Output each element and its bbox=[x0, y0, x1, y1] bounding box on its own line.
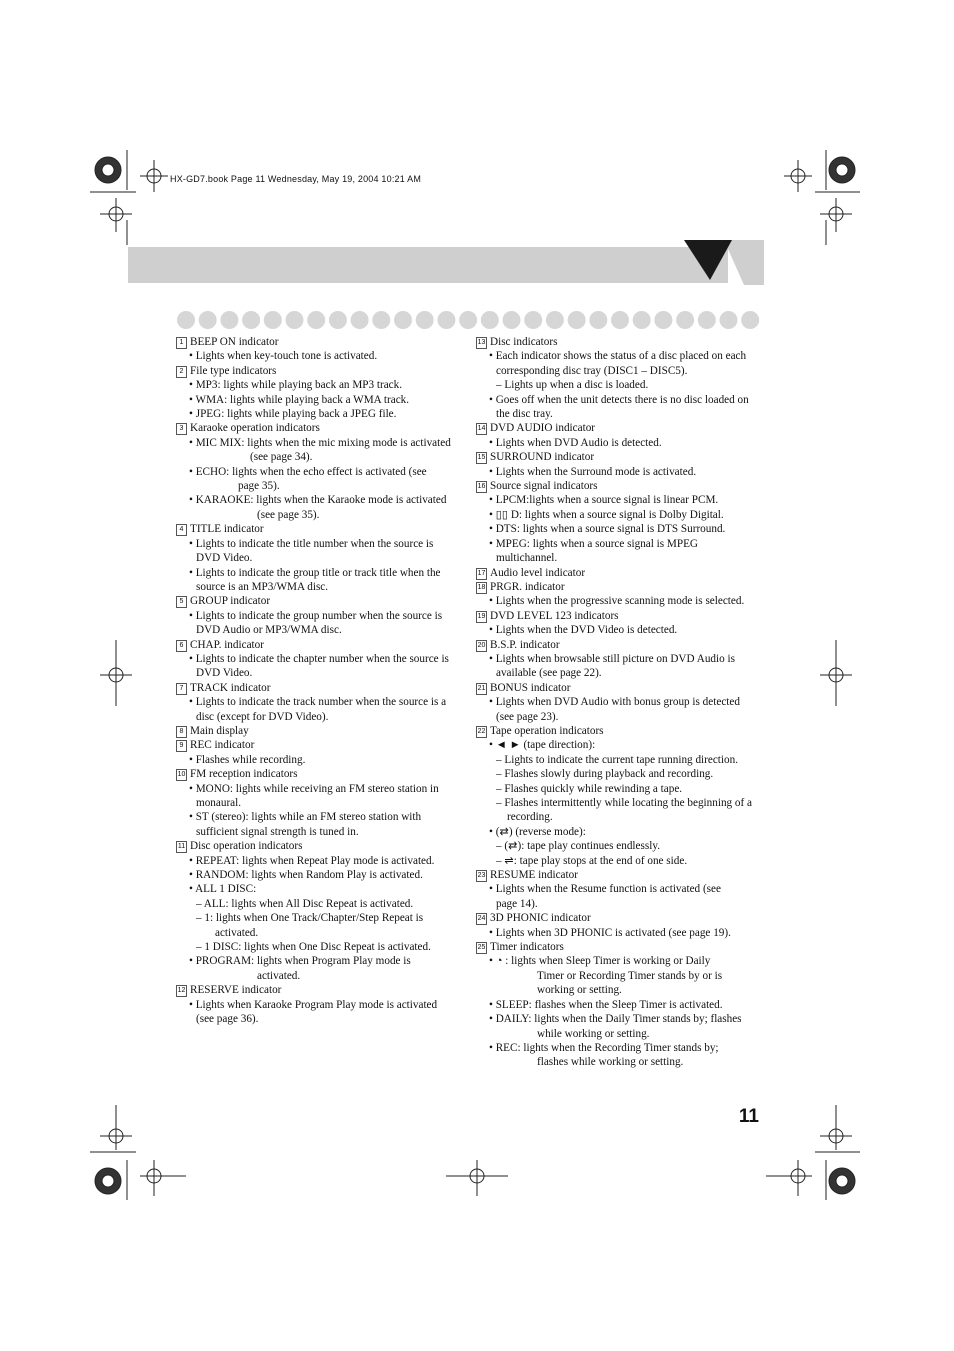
continuation-line: Timer or Recording Timer stands by or is bbox=[537, 969, 723, 982]
entry-title: Karaoke operation indicators bbox=[190, 422, 320, 435]
entry-title: RESERVE indicator bbox=[190, 984, 282, 997]
entry-number-box: 16 bbox=[476, 481, 487, 493]
entry-title: DVD AUDIO indicator bbox=[490, 422, 596, 435]
bullet-item: • Each indicator shows the status of a disc placed on each bbox=[489, 350, 747, 363]
indicator-entry-2 bbox=[176, 364, 466, 378]
indicator-entry-1 bbox=[176, 335, 466, 349]
indicator-entry-11 bbox=[176, 839, 466, 853]
continuation-line: monaural. bbox=[196, 797, 242, 809]
indicator-entry-21 bbox=[476, 681, 766, 695]
indicator-entry-13 bbox=[476, 335, 766, 349]
entry-title: Disc operation indicators bbox=[190, 840, 303, 853]
file-info-header: HX-GD7.book Page 11 Wednesday, May 19, 2004 10:21 AM bbox=[170, 174, 422, 184]
indicator-entry-3 bbox=[176, 421, 466, 435]
continuation-line: the disc tray. bbox=[496, 408, 553, 421]
entry-number-box: 25 bbox=[476, 942, 487, 954]
entry-number-box: 13 bbox=[476, 337, 487, 349]
entry-title: TRACK indicator bbox=[190, 681, 271, 694]
continuation-line: disc (except for DVD Video). bbox=[196, 710, 329, 723]
entry-number-box: 12 bbox=[176, 985, 187, 997]
entry-number-box: 11 bbox=[176, 841, 187, 853]
entry-number-box: 24 bbox=[476, 913, 487, 925]
bullet-item: • Flashes while recording. bbox=[189, 753, 306, 766]
continuation-line: sufficient signal strength is tuned in. bbox=[196, 825, 359, 838]
dash-item: – ⇌: tape play stops at the end of one side. bbox=[496, 854, 688, 867]
entry-number-box: 2 bbox=[176, 366, 187, 378]
indicator-entry-15 bbox=[476, 450, 766, 464]
entry-title: DVD LEVEL 123 indicators bbox=[490, 609, 619, 622]
triangle-marker-icon bbox=[684, 240, 764, 285]
entry-title: PRGR. indicator bbox=[490, 580, 565, 593]
entry-number-box: 4 bbox=[176, 524, 187, 536]
continuation-line: DVD Video. bbox=[196, 552, 253, 565]
bullet-item: • JPEG: lights while playing back a JPEG file. bbox=[189, 408, 397, 421]
continuation-line: activated. bbox=[257, 969, 301, 982]
entry-number-box: 15 bbox=[476, 452, 487, 464]
continuation-line: flashes while working or setting. bbox=[537, 1056, 684, 1069]
bullet-item: • LPCM:lights when a source signal is linear PCM. bbox=[489, 494, 719, 507]
entry-title: BEEP ON indicator bbox=[190, 336, 279, 348]
bullet-item: • ▯▯ D: lights when a source signal is Dolby Digital. bbox=[489, 508, 724, 521]
bullet-item: • Lights when DVD Audio is detected. bbox=[489, 436, 662, 449]
bullet-item: • Lights when the DVD Video is detected. bbox=[489, 624, 678, 637]
continuation-line: available (see page 22). bbox=[496, 667, 602, 680]
indicator-entry-8 bbox=[176, 724, 466, 738]
bullet-item: • MPEG: lights when a source signal is MPEG bbox=[489, 537, 699, 550]
indicator-entry-19 bbox=[476, 609, 766, 623]
bullet-item: • Lights to indicate the group title or track title when the bbox=[189, 566, 441, 579]
continuation-line: source is an MP3/WMA disc. bbox=[196, 580, 329, 593]
continuation-line: DVD Video. bbox=[196, 667, 253, 680]
indicator-entry-16 bbox=[476, 479, 766, 493]
dot-row-decoration bbox=[172, 309, 760, 331]
indicator-entry-7 bbox=[176, 681, 466, 695]
bullet-item: • Lights when the Resume function is activated (see bbox=[489, 883, 721, 896]
continuation-line: (see page 35). bbox=[257, 508, 320, 521]
left-column bbox=[176, 335, 466, 1027]
entry-title: CHAP. indicator bbox=[190, 638, 264, 651]
dash-item: – Flashes intermittently while locating the beginning of a bbox=[496, 797, 753, 809]
bullet-item: • SLEEP: flashes when the Sleep Timer is activated. bbox=[489, 998, 723, 1011]
entry-title: Timer indicators bbox=[490, 941, 564, 954]
continuation-line: corresponding disc tray (DISC1 – DISC5). bbox=[496, 364, 688, 377]
continuation-line: (see page 36). bbox=[196, 1013, 259, 1026]
continuation-line: page 35). bbox=[238, 480, 280, 493]
entry-title: File type indicators bbox=[190, 364, 277, 377]
entry-number-box: 17 bbox=[476, 568, 487, 580]
bullet-item: • (⇄) (reverse mode): bbox=[489, 825, 586, 838]
dash-item: – Lights to indicate the current tape running direction. bbox=[496, 753, 739, 766]
entry-number-box: 18 bbox=[476, 582, 487, 594]
entry-number-box: 9 bbox=[176, 740, 187, 752]
bullet-item: • ◔ : lights when Sleep Timer is working or Daily bbox=[489, 955, 711, 968]
continuation-line: multichannel. bbox=[496, 552, 558, 565]
bullet-item: • Lights to indicate the group number when the source is bbox=[189, 609, 443, 622]
indicator-entry-10 bbox=[176, 767, 466, 781]
bullet-item: • MIC MIX: lights when the mic mixing mode is activated bbox=[189, 436, 451, 449]
entry-number-box: 1 bbox=[176, 337, 187, 349]
continuation-line: while working or setting. bbox=[537, 1027, 650, 1040]
entry-number-box: 7 bbox=[176, 683, 187, 695]
bullet-item: • ST (stereo): lights while an FM stereo station with bbox=[189, 811, 422, 824]
bullet-item: • MONO: lights while receiving an FM stereo station in bbox=[189, 782, 439, 795]
bullet-item: • PROGRAM: lights when Program Play mode is bbox=[189, 955, 411, 968]
entry-title: Tape operation indicators bbox=[490, 724, 604, 737]
bullet-item: • Goes off when the unit detects there is no disc loaded on bbox=[489, 393, 749, 406]
bullet-item: • Lights to indicate the title number when the source is bbox=[189, 537, 434, 550]
bullet-item: • Lights when the progressive scanning mode is selected. bbox=[489, 595, 745, 608]
indicator-entry-18 bbox=[476, 580, 766, 594]
dash-item: – 1 DISC: lights when One Disc Repeat is activated. bbox=[196, 941, 431, 954]
entry-number-box: 21 bbox=[476, 683, 487, 695]
bullet-item: • RANDOM: lights when Random Play is activated. bbox=[189, 869, 423, 882]
indicator-entry-9 bbox=[176, 738, 466, 752]
entry-title: SURROUND indicator bbox=[490, 451, 595, 464]
bullet-item: • WMA: lights while playing back a WMA track. bbox=[189, 393, 410, 406]
entry-title: FM reception indicators bbox=[190, 768, 298, 781]
continuation-line: activated. bbox=[215, 926, 259, 939]
bullet-item: • Lights when Karaoke Program Play mode is activated bbox=[189, 998, 438, 1011]
indicator-entry-5 bbox=[176, 594, 466, 608]
continuation-line: page 14). bbox=[496, 897, 538, 910]
indicator-entry-14 bbox=[476, 421, 766, 435]
right-column bbox=[476, 335, 766, 1070]
entry-number-box: 23 bbox=[476, 870, 487, 882]
continuation-line: – Lights up when a disc is loaded. bbox=[496, 379, 649, 392]
dash-item: – 1: lights when One Track/Chapter/Step Repeat is bbox=[196, 912, 424, 925]
bullet-item: • Lights to indicate the chapter number when the source is bbox=[189, 652, 449, 665]
entry-number-box: 20 bbox=[476, 640, 487, 652]
bullet-item: • Lights when browsable still picture on DVD Audio is bbox=[489, 652, 735, 665]
page-number: 11 bbox=[738, 1106, 759, 1127]
bullet-item: • ECHO: lights when the echo effect is activated (see bbox=[189, 465, 427, 478]
entry-title: Main display bbox=[190, 724, 249, 737]
bullet-item: • DTS: lights when a source signal is DTS Surround. bbox=[489, 523, 726, 536]
continuation-line: DVD Audio or MP3/WMA disc. bbox=[196, 624, 342, 637]
entry-number-box: 10 bbox=[176, 769, 187, 781]
dash-item: – ALL: lights when All Disc Repeat is activated. bbox=[196, 897, 414, 910]
bullet-item: • DAILY: lights when the Daily Timer stands by; flashes bbox=[489, 1013, 742, 1026]
indicator-entry-23 bbox=[476, 868, 766, 882]
continuation-line: recording. bbox=[507, 811, 553, 824]
indicator-entry-17 bbox=[476, 566, 766, 580]
entry-number-box: 6 bbox=[176, 640, 187, 652]
indicator-entry-4 bbox=[176, 522, 466, 536]
entry-title: Disc indicators bbox=[490, 336, 558, 348]
dash-item: – Flashes quickly while rewinding a tape. bbox=[496, 782, 683, 795]
bullet-item: • KARAOKE: lights when the Karaoke mode is activated bbox=[189, 494, 447, 507]
bullet-item: • REPEAT: lights when Repeat Play mode is activated. bbox=[189, 854, 435, 867]
bullet-item: • REC: lights when the Recording Timer stands by; bbox=[489, 1041, 719, 1054]
indicator-entry-22 bbox=[476, 724, 766, 738]
header-band bbox=[128, 247, 728, 283]
indicator-entry-24 bbox=[476, 911, 766, 925]
entry-title: Source signal indicators bbox=[490, 480, 598, 493]
indicator-entry-12 bbox=[176, 983, 466, 997]
bullet-item: • MP3: lights while playing back an MP3 track. bbox=[189, 379, 403, 392]
bullet-item: • Lights to indicate the track number when the source is a bbox=[189, 696, 447, 709]
entry-title: BONUS indicator bbox=[490, 681, 571, 694]
continuation-line: (see page 23). bbox=[496, 710, 559, 723]
entry-number-box: 19 bbox=[476, 611, 487, 623]
entry-number-box: 5 bbox=[176, 596, 187, 608]
entry-title: Audio level indicator bbox=[490, 566, 586, 579]
continuation-line: working or setting. bbox=[537, 984, 622, 997]
entry-title: GROUP indicator bbox=[190, 595, 271, 608]
bullet-item: • Lights when DVD Audio with bonus group is detected bbox=[489, 696, 740, 709]
indicator-entry-25 bbox=[476, 940, 766, 954]
bullet-item: • Lights when the Surround mode is activated. bbox=[489, 465, 697, 478]
entry-number-box: 8 bbox=[176, 726, 187, 738]
dash-item: – (⇄): tape play continues endlessly. bbox=[496, 840, 660, 853]
bullet-item: • Lights when 3D PHONIC is activated (see page 19). bbox=[489, 926, 731, 939]
entry-number-box: 22 bbox=[476, 726, 487, 738]
entry-title: B.S.P. indicator bbox=[490, 638, 560, 651]
entry-title: REC indicator bbox=[190, 739, 255, 752]
entry-title: 3D PHONIC indicator bbox=[490, 912, 591, 925]
entry-number-box: 14 bbox=[476, 423, 487, 435]
bullet-item: • ALL 1 DISC: bbox=[189, 883, 257, 896]
entry-title: TITLE indicator bbox=[190, 523, 264, 536]
bullet-item: • ◄ ► (tape direction): bbox=[489, 739, 596, 752]
entry-title: RESUME indicator bbox=[490, 869, 578, 882]
continuation-line: (see page 34). bbox=[250, 451, 313, 464]
entry-number-box: 3 bbox=[176, 423, 187, 435]
indicator-entry-6 bbox=[176, 638, 466, 652]
dash-item: – Flashes slowly during playback and recording. bbox=[496, 768, 714, 781]
indicator-entry-20 bbox=[476, 638, 766, 652]
bullet-item: • Lights when key-touch tone is activated. bbox=[189, 350, 378, 363]
